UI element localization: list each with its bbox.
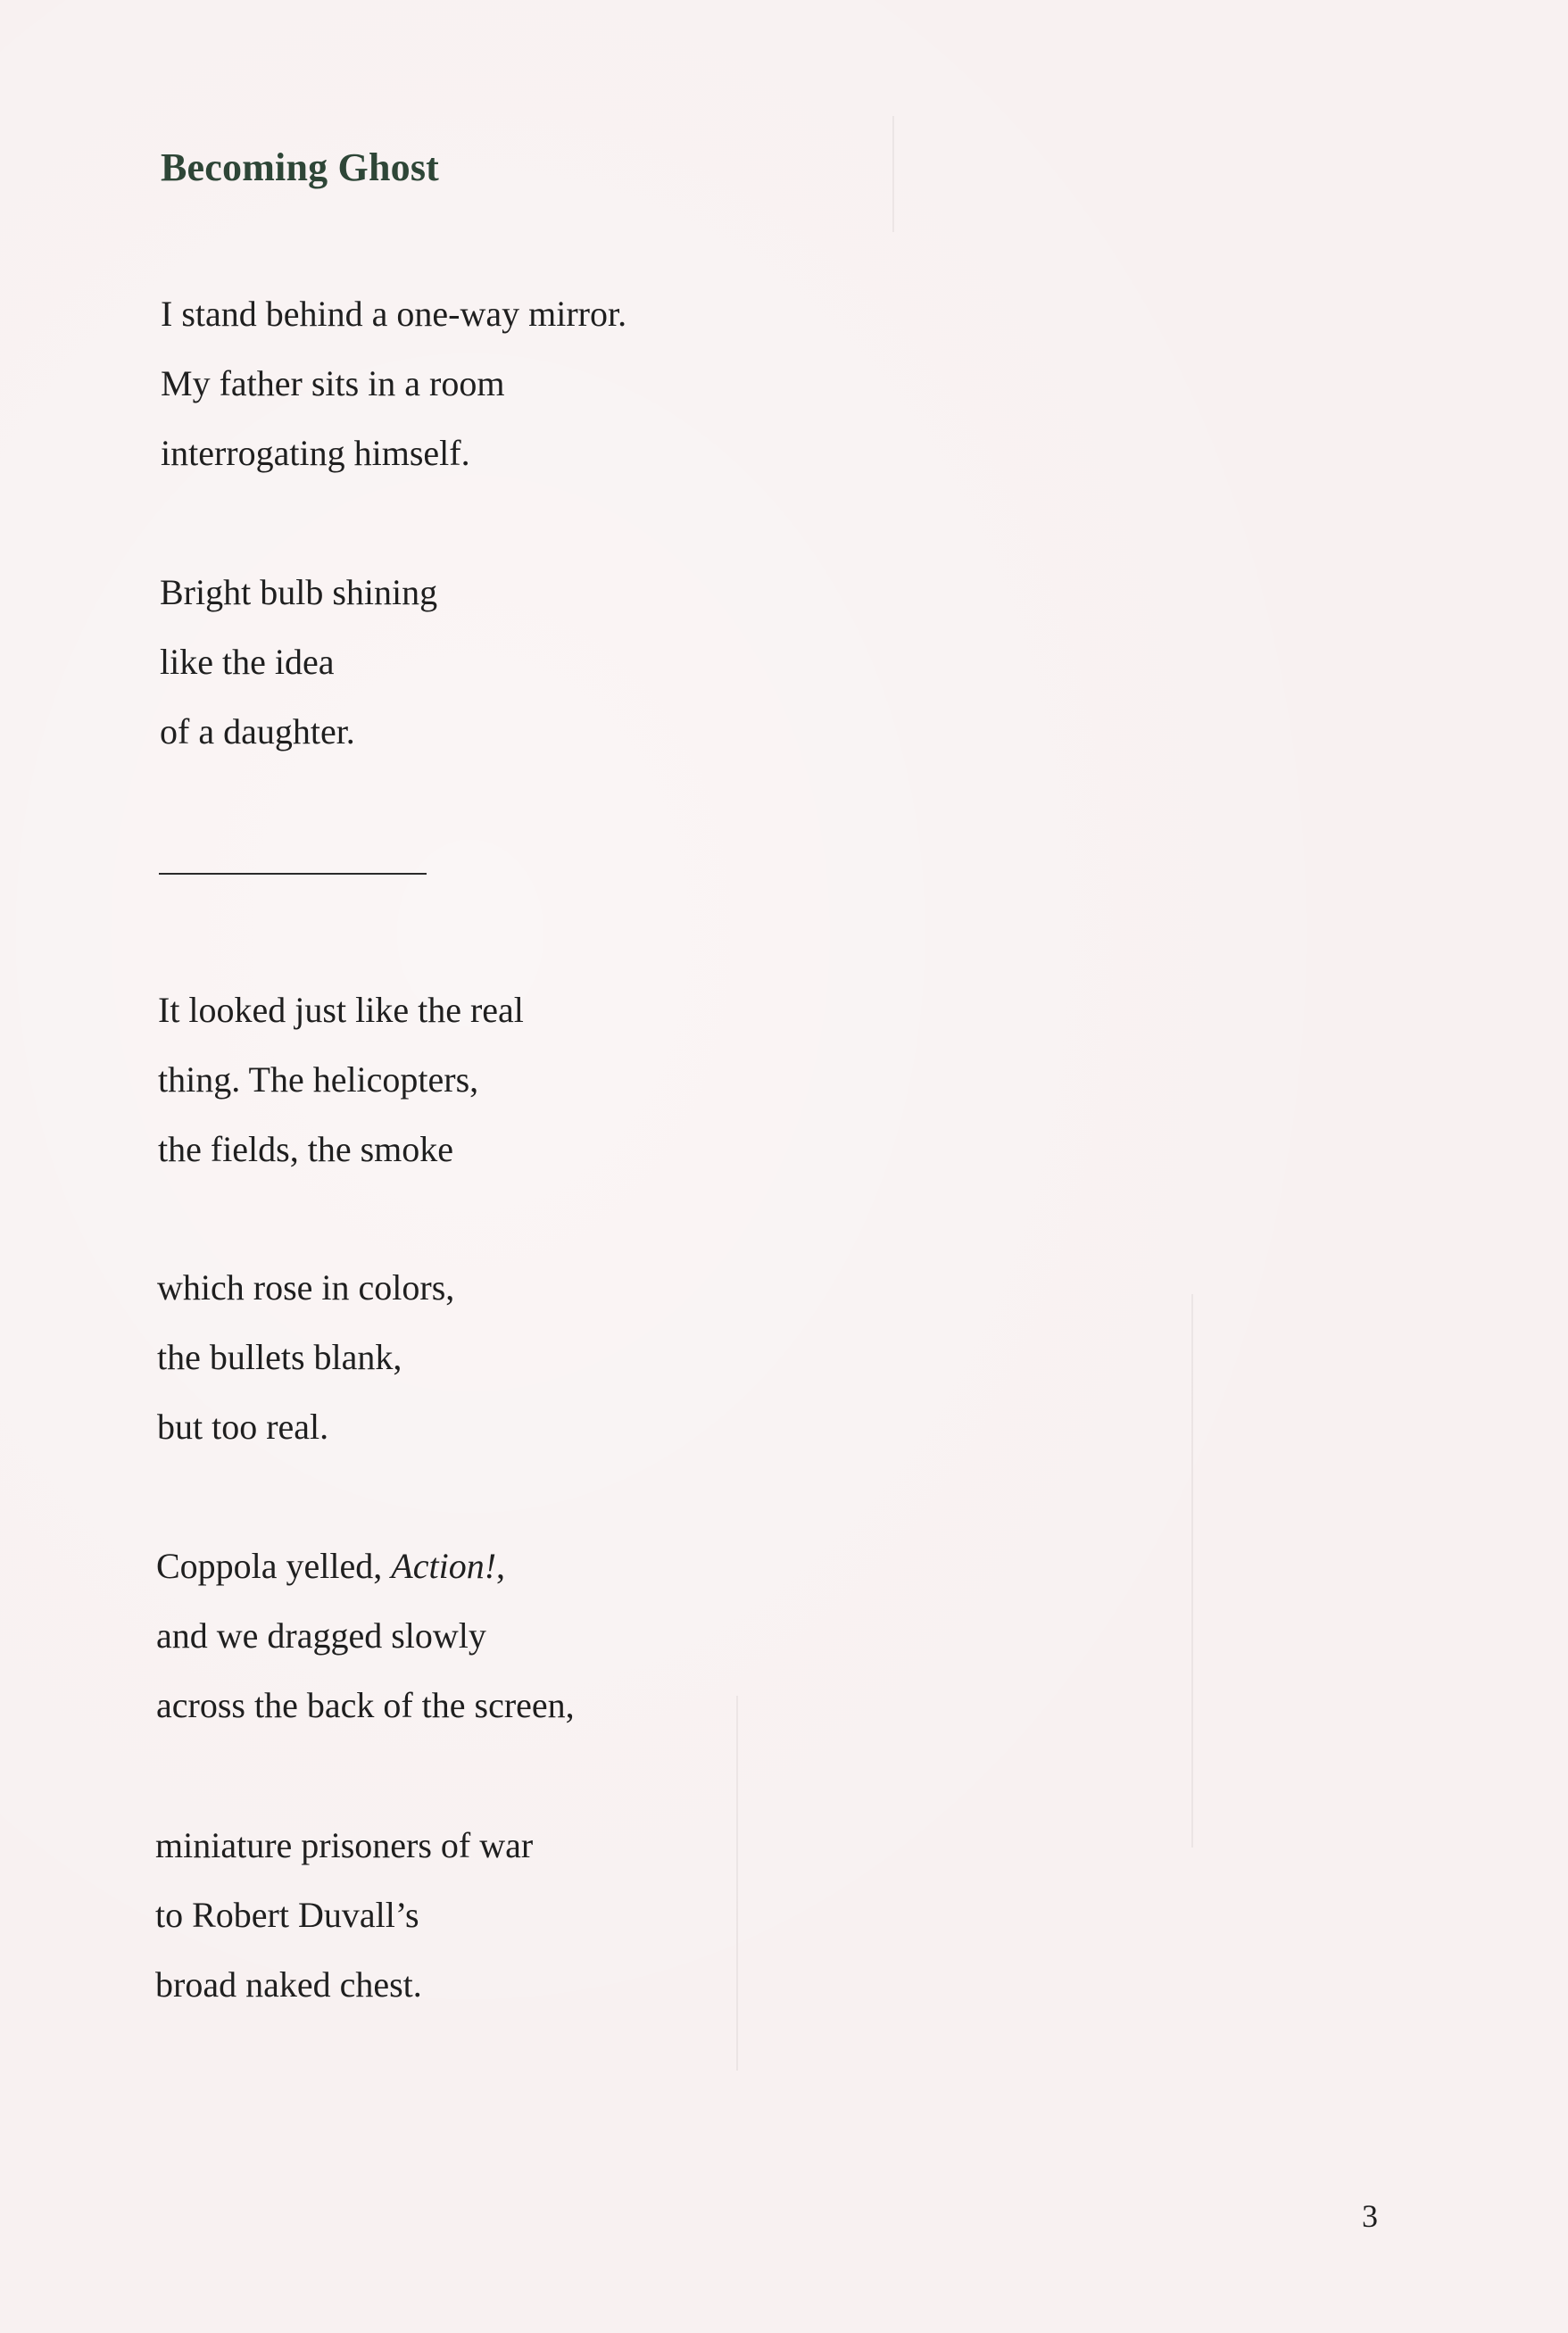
poem-line: to Robert Duvall’s [155,1895,419,1935]
poem-line: the bullets blank, [157,1337,402,1377]
poem-line: broad naked chest. [155,1964,422,2005]
poem-line: which rose in colors, [157,1267,455,1308]
poem-line [156,1532,575,1601]
page-crease [736,1696,738,2071]
italic-word: Action! [391,1546,497,1586]
poem-line: It looked just like the real [158,990,524,1030]
poem-line: My father sits in a room [161,363,505,403]
stanza-4 [157,1253,454,1462]
stanza-6 [155,1811,533,2020]
poem-line: Bright bulb shining [160,572,438,612]
poem-line: like the idea [160,642,335,682]
poem-line: the fields, the smoke [158,1129,454,1169]
stanza-5 [156,1532,575,1740]
poem-line: and we dragged slowly [156,1615,486,1656]
page-crease [1191,1294,1193,1847]
stanza-1 [161,279,626,488]
stanza-2 [160,558,437,767]
poem-line: miniature prisoners of war [155,1825,534,1865]
line-text: , [496,1546,506,1586]
stanza-3 [158,976,524,1184]
page-crease [892,116,894,232]
section-divider [159,873,427,875]
page-number: 3 [1362,2198,1378,2234]
poem-line: across the back of the screen, [156,1685,575,1725]
poem-line: but too real. [157,1407,329,1447]
poem-line: interrogating himself. [161,433,470,473]
poem-line: of a daughter. [160,711,355,751]
poem-title: Becoming Ghost [161,145,440,189]
poem-line: I stand behind a one-way mirror. [161,294,627,334]
poem-line: thing. The helicopters, [158,1059,479,1100]
line-text: Coppola yelled, [156,1546,392,1586]
